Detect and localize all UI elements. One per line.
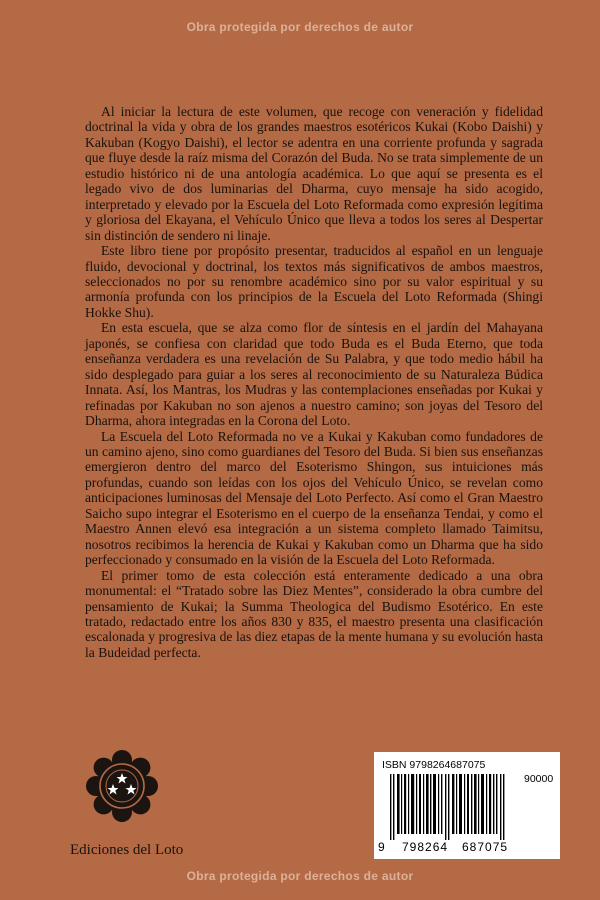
paragraph-2: Este libro tiene por propósito presentar, traducidos al español en un lenguaje fluido, devocional y doctrinal, los textos más significativos de ambos maestros, seleccionados no por su renombre académico sino por su valor espiritual y su armonía profunda con los principios de la Escuela del Loto Reformada (Shingi Hokke Shu).: [85, 243, 543, 320]
barcode-digits-right: 687075: [462, 840, 509, 854]
price-code: 90000: [524, 773, 554, 785]
barcode-digits-lead: 9: [378, 840, 385, 854]
barcode-bars-icon: [388, 774, 510, 840]
isbn-label: ISBN 9798264687075: [382, 759, 486, 771]
barcode-digits-left: 798264: [402, 840, 449, 854]
publisher-name: Ediciones del Loto: [70, 842, 184, 858]
back-cover-text: [85, 104, 543, 660]
paragraph-4: La Escuela del Loto Reformada no ve a Kukai y Kakuban como fundadores de un camino ajeno, sino como guardianes del Tesoro del Buda. Si bien sus enseñanzas emergieron dentro del marco del Esoterismo Shingon, sus intuiciones más profundas, cuando son leídas con los ojos del Vehículo Único, se revelan como anticipaciones luminosas del Mensaje del Loto Perfecto. Así como el Gran Maestro Saicho supo integrar el Esoterismo en el cuerpo de la enseñanza Tendai, y como el Maestro Annen elevó esa integración a un sistema completo llamado Taimitsu, nosotros recibimos la herencia de Kukai y Kakuban como un Dharma que ha sido perfeccionado y consumado en la visión de la Escuela del Loto Reformada.: [85, 428, 543, 568]
paragraph-3: En esta escuela, que se alza como flor de síntesis en el jardín del Mahayana japonés, se confiesa con claridad que todo Buda es el Buda Eterno, que toda enseñanza verdadera es una revelación de Su Palabra, y que todo medio hábil ha sido desplegado para guiar a los seres al reconocimiento de su Naturaleza Búdica Innata. Así, los Mantras, los Mudras y las contemplaciones enseñadas por Kukai y refinadas por Kakuban no son ajenos a nuestro camino; son joyas del Tesoro del Dharma, ahora integradas en la Corona del Loto.: [85, 320, 543, 429]
paragraph-1: Al iniciar la lectura de este volumen, que recoge con veneración y fidelidad doctrinal la vida y obra de los grandes maestros esotéricos Kukai (Kobo Daishi) y Kakuban (Kogyo Daishi), el lector se adentra en una corriente profunda y sagrada que fluye desde la raíz misma del Corazón del Buda. No se trata simplemente de un estudio histórico ni de una antología académica. Lo que aquí se presenta es el legado vivo de dos luminarias del Dharma, cuyo mensaje ha sido acogido, interpretado y elevado por la Escuela del Loto Reformada como expresión legítima y gloriosa del Ekayana, el Vehículo Único que lleva a todos los seres al Despertar sin distinción de sendero ni linaje.: [85, 104, 543, 243]
copyright-watermark-bottom: Obra protegida por derechos de autor: [186, 869, 414, 883]
isbn-barcode: [374, 752, 560, 859]
lotus-logo-icon: [80, 744, 164, 828]
copyright-watermark-top: Obra protegida por derechos de autor: [186, 20, 414, 34]
paragraph-5: El primer tomo de esta colección está enteramente dedicado a una obra monumental: el “Tratado sobre las Diez Mentes”, considerado la obra cumbre del pensamiento de Kukai; la Summa Theologica del Budismo Esotérico. En este tratado, redactado entre los años 830 y 835, el maestro presenta una clasificación escalonada y progresiva de las diez etapas de la mente humana y su evolución hasta la Budeidad perfecta.: [85, 567, 543, 660]
